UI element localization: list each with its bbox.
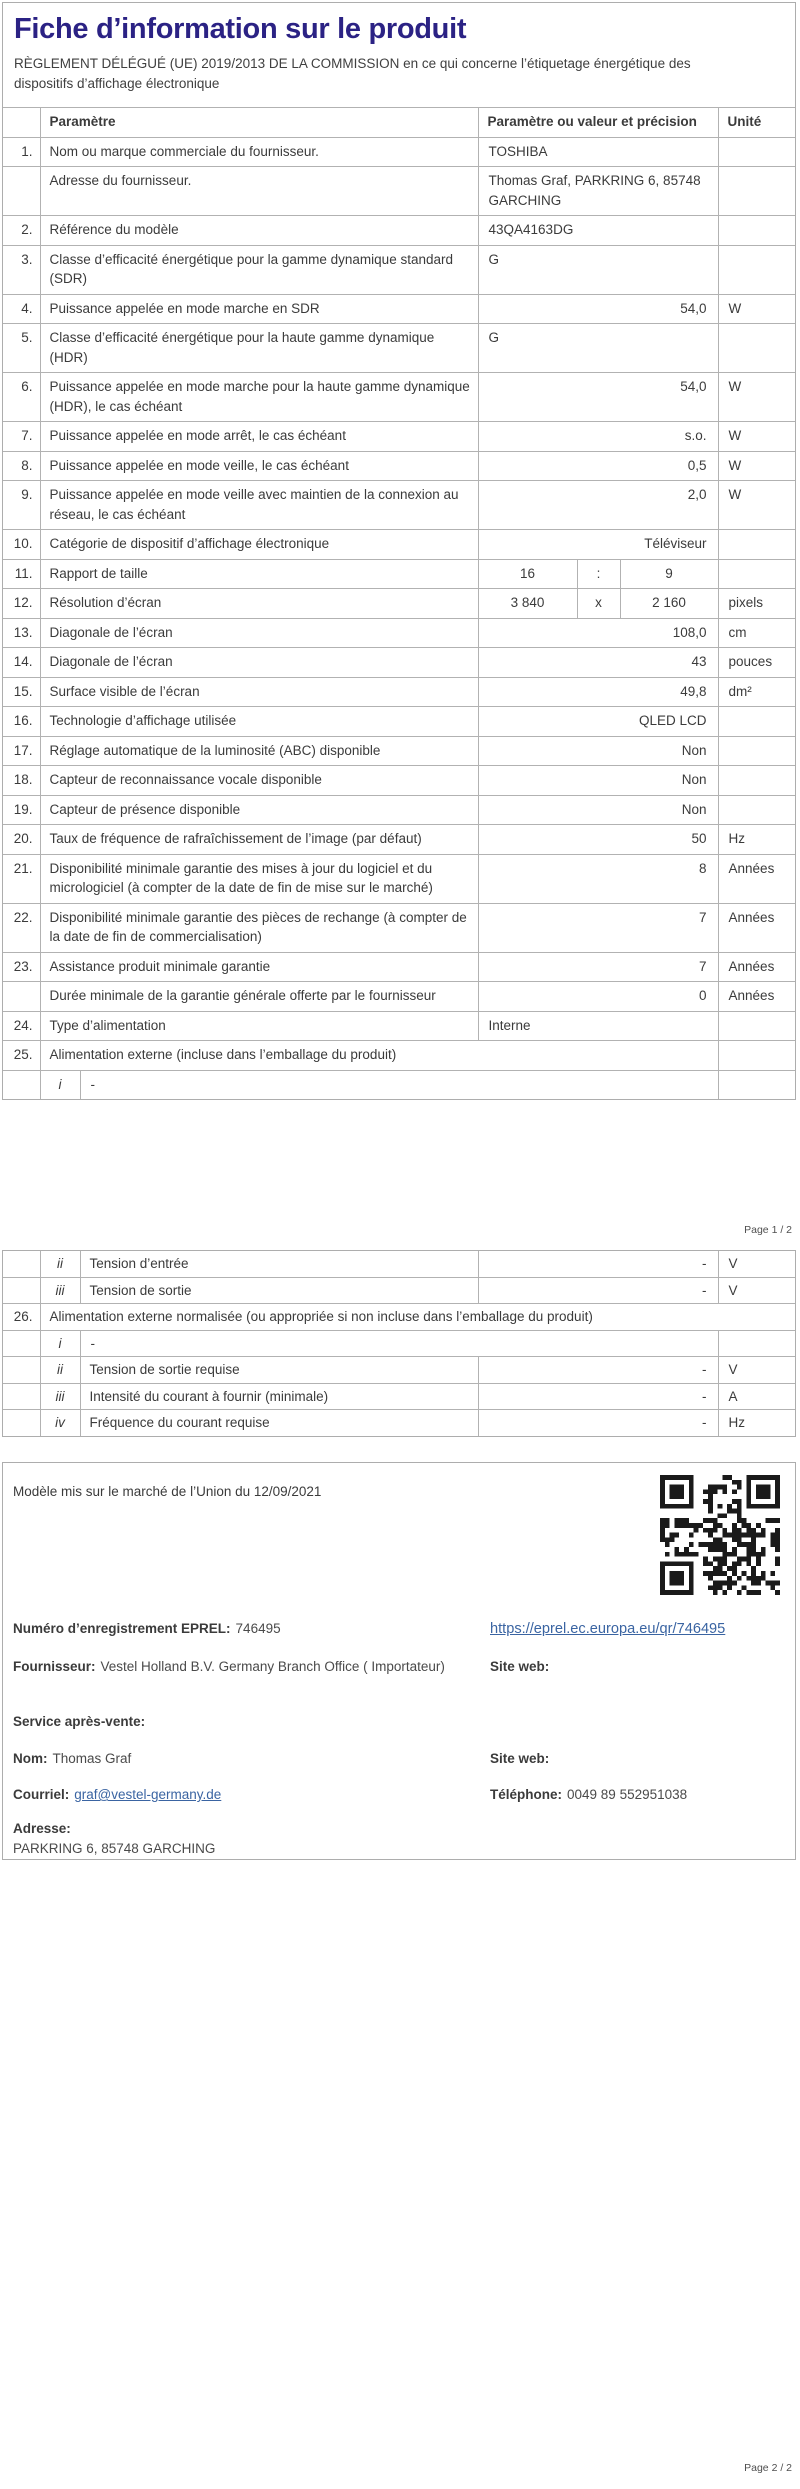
param-cell: Résolution d’écran: [40, 589, 478, 619]
table-row: [3, 1251, 795, 1277]
unit-cell: [718, 736, 795, 766]
unit-cell: [718, 766, 795, 796]
unit-cell: Hz: [718, 1410, 795, 1436]
param-cell: Surface visible de l’écran: [40, 677, 478, 707]
eprel-registration-line: [13, 1619, 281, 1639]
value-cell: -: [478, 1410, 718, 1436]
page2-sheet: [2, 1250, 796, 1437]
unit-cell: [718, 1330, 795, 1357]
param-cell: Capteur de présence disponible: [40, 795, 478, 825]
param-cell: Disponibilité minimale garantie des pièces de rechange (à compter de la date de fin de commercialisation): [40, 903, 478, 952]
supplier-line: [13, 1657, 463, 1677]
unit-cell: W: [718, 422, 795, 452]
service-label: Service après-vente:: [13, 1714, 146, 1729]
param-cell: Catégorie de dispositif d’affichage électronique: [40, 530, 478, 560]
unit-cell: [718, 167, 795, 216]
row-number: 9.: [3, 481, 40, 530]
value-cell: -: [478, 1357, 718, 1384]
param-cell: Nom ou marque commerciale du fournisseur.: [40, 137, 478, 167]
unit-cell: [718, 216, 795, 246]
header-param: Paramètre: [40, 108, 478, 138]
table-row: [3, 167, 795, 216]
table-row: [3, 589, 795, 619]
website-label-1: Site web:: [490, 1659, 550, 1674]
unit-cell: pouces: [718, 648, 795, 678]
unit-cell: [718, 795, 795, 825]
row-number: [3, 1251, 40, 1277]
unit-cell: Hz: [718, 825, 795, 855]
row-number: [3, 1070, 40, 1099]
row-number: 23.: [3, 952, 40, 982]
table-row: [3, 294, 795, 324]
unit-cell: [718, 324, 795, 373]
row-number: 25.: [3, 1041, 40, 1071]
market-date-text: Modèle mis sur le marché de l’Union du 12/09/2021: [13, 1484, 322, 1499]
supplier-name: Vestel Holland B.V. Germany Branch Office ( Importateur): [100, 1659, 445, 1674]
unit-cell: W: [718, 451, 795, 481]
unit-cell: W: [718, 294, 795, 324]
name-label: Nom:: [13, 1751, 48, 1766]
table-row: [3, 1277, 795, 1304]
table-row: [3, 137, 795, 167]
value-cell: 7: [478, 903, 718, 952]
table-row: [3, 618, 795, 648]
value-cell: 8: [478, 854, 718, 903]
value-separator-cell: x: [577, 589, 620, 619]
eprel-number: 746495: [235, 1621, 281, 1636]
unit-cell: Années: [718, 854, 795, 903]
unit-cell: [718, 1070, 795, 1099]
sub-index-cell: i: [40, 1070, 80, 1099]
value-cell: -: [478, 1277, 718, 1304]
row-number: [3, 1330, 40, 1357]
table-row: [3, 677, 795, 707]
power-supply-table: [3, 1251, 795, 1436]
value-separator-cell: :: [577, 559, 620, 589]
table-row: [3, 1304, 795, 1331]
phone-number: 0049 89 552951038: [567, 1787, 688, 1802]
param-cell: Classe d’efficacité énergétique pour la haute gamme dynamique (HDR): [40, 324, 478, 373]
param-cell: Durée minimale de la garantie générale offerte par le fournisseur: [40, 982, 478, 1012]
unit-cell: Années: [718, 982, 795, 1012]
param-cell: Diagonale de l’écran: [40, 648, 478, 678]
table-row: [3, 648, 795, 678]
row-number: [3, 1410, 40, 1436]
value-cell: -: [478, 1383, 718, 1410]
param-cell: Puissance appelée en mode veille, le cas échéant: [40, 451, 478, 481]
unit-cell: V: [718, 1251, 795, 1277]
unit-cell: dm²: [718, 677, 795, 707]
value-cell: Non: [478, 766, 718, 796]
param-cell: Fréquence du courant requise: [80, 1410, 478, 1436]
table-row: [3, 982, 795, 1012]
param-cell: Puissance appelée en mode marche pour la haute gamme dynamique (HDR), le cas échéant: [40, 373, 478, 422]
value-cell: 9: [620, 559, 718, 589]
header-value: Paramètre ou valeur et précision: [478, 108, 718, 138]
row-number: 15.: [3, 677, 40, 707]
param-cell: Référence du modèle: [40, 216, 478, 246]
row-number: 13.: [3, 618, 40, 648]
param-cell: Diagonale de l’écran: [40, 618, 478, 648]
supplier-label: Fournisseur:: [13, 1659, 96, 1674]
unit-cell: pixels: [718, 589, 795, 619]
row-number: [3, 1383, 40, 1410]
param-cell: Puissance appelée en mode marche en SDR: [40, 294, 478, 324]
page1-footer: Page 1 / 2: [744, 1224, 792, 1236]
address-block: [13, 1819, 215, 1859]
parameter-table: [3, 107, 795, 1099]
row-number: 6.: [3, 373, 40, 422]
table-row: [3, 530, 795, 560]
contact-name: Thomas Graf: [52, 1751, 132, 1766]
unit-cell: W: [718, 373, 795, 422]
unit-cell: Années: [718, 952, 795, 982]
table-row: [3, 825, 795, 855]
eprel-label: Numéro d’enregistrement EPREL:: [13, 1621, 231, 1636]
value-cell: 43: [478, 648, 718, 678]
table-row: [3, 324, 795, 373]
row-number: [3, 1277, 40, 1304]
param-cell: Tension d’entrée: [80, 1251, 478, 1277]
page-title: Fiche d’information sur le produit: [14, 13, 467, 45]
unit-cell: V: [718, 1277, 795, 1304]
supplier-info-box: [2, 1462, 796, 1860]
value-cell: Non: [478, 736, 718, 766]
table-header-row: [3, 108, 795, 138]
header-number-cell: [3, 108, 40, 138]
eprel-url-line: [490, 1619, 725, 1639]
sub-index-cell: iv: [40, 1410, 80, 1436]
param-cell: Alimentation externe normalisée (ou appropriée si non incluse dans l’emballage du produit): [40, 1304, 795, 1331]
qr-code: [660, 1475, 780, 1595]
row-number: 20.: [3, 825, 40, 855]
unit-cell: [718, 707, 795, 737]
website-line-1: [490, 1657, 554, 1677]
value-cell: 43QA4163DG: [478, 216, 718, 246]
page2-footer: Page 2 / 2: [744, 2462, 792, 2474]
table-row: [3, 451, 795, 481]
table-row: [3, 795, 795, 825]
value-cell: Non: [478, 795, 718, 825]
sub-index-cell: i: [40, 1330, 80, 1357]
value-cell: G: [478, 245, 718, 294]
table-row: [3, 707, 795, 737]
param-cell: Capteur de reconnaissance vocale disponible: [40, 766, 478, 796]
param-cell: Adresse du fournisseur.: [40, 167, 478, 216]
param-cell: Assistance produit minimale garantie: [40, 952, 478, 982]
header-unit: Unité: [718, 108, 795, 138]
after-sales-service-line: [13, 1712, 150, 1732]
unit-cell: A: [718, 1383, 795, 1410]
value-cell: Thomas Graf, PARKRING 6, 85748 GARCHING: [478, 167, 718, 216]
table-row: [3, 1041, 795, 1071]
email-line: [13, 1785, 221, 1805]
unit-cell: Années: [718, 903, 795, 952]
row-number: 21.: [3, 854, 40, 903]
row-number: 11.: [3, 559, 40, 589]
row-number: 18.: [3, 766, 40, 796]
page1-sheet: [2, 2, 796, 1100]
row-number: 22.: [3, 903, 40, 952]
param-cell: Puissance appelée en mode veille avec maintien de la connexion au réseau, le cas échéant: [40, 481, 478, 530]
page-subtitle: RÈGLEMENT DÉLÉGUÉ (UE) 2019/2013 DE LA COMMISSION en ce qui concerne l’étiquetage énergétique des dispositifs d’affichage électronique: [14, 56, 691, 91]
row-number: 3.: [3, 245, 40, 294]
value-cell: 0,5: [478, 451, 718, 481]
unit-cell: cm: [718, 618, 795, 648]
row-number: 17.: [3, 736, 40, 766]
table-row: [3, 422, 795, 452]
table-row: [3, 736, 795, 766]
website-line-2: [490, 1749, 554, 1769]
row-number: 24.: [3, 1011, 40, 1041]
value-cell: 7: [478, 952, 718, 982]
value-cell: Interne: [478, 1011, 718, 1041]
row-number: 2.: [3, 216, 40, 246]
row-number: [3, 982, 40, 1012]
website-label-2: Site web:: [490, 1751, 550, 1766]
contact-name-line: [13, 1749, 131, 1769]
value-cell: 0: [478, 982, 718, 1012]
value-cell: 108,0: [478, 618, 718, 648]
param-cell: Alimentation externe (incluse dans l’emballage du produit): [40, 1041, 718, 1071]
param-cell: Intensité du courant à fournir (minimale): [80, 1383, 478, 1410]
email-label: Courriel:: [13, 1787, 70, 1802]
sub-index-cell: iii: [40, 1277, 80, 1304]
row-number: 8.: [3, 451, 40, 481]
phone-line: [490, 1785, 687, 1805]
unit-cell: V: [718, 1357, 795, 1384]
param-cell: Rapport de taille: [40, 559, 478, 589]
value-cell: 54,0: [478, 294, 718, 324]
unit-cell: [718, 559, 795, 589]
row-number: 19.: [3, 795, 40, 825]
value-cell: 50: [478, 825, 718, 855]
row-number: 7.: [3, 422, 40, 452]
row-number: 16.: [3, 707, 40, 737]
param-cell: Taux de fréquence de rafraîchissement de l’image (par défaut): [40, 825, 478, 855]
table-row: [3, 952, 795, 982]
row-number: 12.: [3, 589, 40, 619]
table-row: [3, 245, 795, 294]
table-row: [3, 216, 795, 246]
value-cell: 3 840: [478, 589, 577, 619]
value-cell: 54,0: [478, 373, 718, 422]
table-row: [3, 373, 795, 422]
row-number: 5.: [3, 324, 40, 373]
param-cell: Tension de sortie: [80, 1277, 478, 1304]
email-link[interactable]: graf@vestel-germany.de: [74, 1787, 222, 1802]
param-cell: Réglage automatique de la luminosité (ABC) disponible: [40, 736, 478, 766]
value-cell: 2,0: [478, 481, 718, 530]
value-cell: -: [80, 1070, 718, 1099]
value-cell: -: [478, 1251, 718, 1277]
row-number: [3, 167, 40, 216]
phone-label: Téléphone:: [490, 1787, 563, 1802]
unit-cell: [718, 137, 795, 167]
table-row: [3, 1330, 795, 1357]
table-row: [3, 559, 795, 589]
row-number: 4.: [3, 294, 40, 324]
value-cell: G: [478, 324, 718, 373]
table-row: [3, 481, 795, 530]
row-number: 14.: [3, 648, 40, 678]
value-cell: Téléviseur: [478, 530, 718, 560]
address-value: PARKRING 6, 85748 GARCHING: [13, 1841, 216, 1856]
eprel-url-link[interactable]: https://eprel.ec.europa.eu/qr/746495: [490, 1621, 726, 1637]
value-cell: 2 160: [620, 589, 718, 619]
row-number: 10.: [3, 530, 40, 560]
param-cell: Tension de sortie requise: [80, 1357, 478, 1384]
table-row: [3, 903, 795, 952]
table-row: [3, 766, 795, 796]
table-row: [3, 1383, 795, 1410]
value-cell: QLED LCD: [478, 707, 718, 737]
value-cell: -: [80, 1330, 718, 1357]
param-cell: Puissance appelée en mode arrêt, le cas échéant: [40, 422, 478, 452]
table-row: [3, 1070, 795, 1099]
sub-index-cell: ii: [40, 1357, 80, 1384]
param-cell: Type d’alimentation: [40, 1011, 478, 1041]
unit-cell: [718, 1041, 795, 1071]
row-number: 1.: [3, 137, 40, 167]
unit-cell: W: [718, 481, 795, 530]
address-label: Adresse:: [13, 1821, 71, 1836]
param-cell: Disponibilité minimale garantie des mises à jour du logiciel et du micrologiciel (à compter de la date de fin de mise sur le marché): [40, 854, 478, 903]
value-cell: 16: [478, 559, 577, 589]
param-cell: Classe d’efficacité énergétique pour la gamme dynamique standard (SDR): [40, 245, 478, 294]
value-cell: TOSHIBA: [478, 137, 718, 167]
unit-cell: [718, 530, 795, 560]
table-row: [3, 854, 795, 903]
unit-cell: [718, 245, 795, 294]
sub-index-cell: ii: [40, 1251, 80, 1277]
row-number: [3, 1357, 40, 1384]
table-row: [3, 1011, 795, 1041]
param-cell: Technologie d’affichage utilisée: [40, 707, 478, 737]
sub-index-cell: iii: [40, 1383, 80, 1410]
value-cell: s.o.: [478, 422, 718, 452]
value-cell: 49,8: [478, 677, 718, 707]
table-row: [3, 1410, 795, 1436]
unit-cell: [718, 1011, 795, 1041]
row-number: 26.: [3, 1304, 40, 1331]
table-row: [3, 1357, 795, 1384]
